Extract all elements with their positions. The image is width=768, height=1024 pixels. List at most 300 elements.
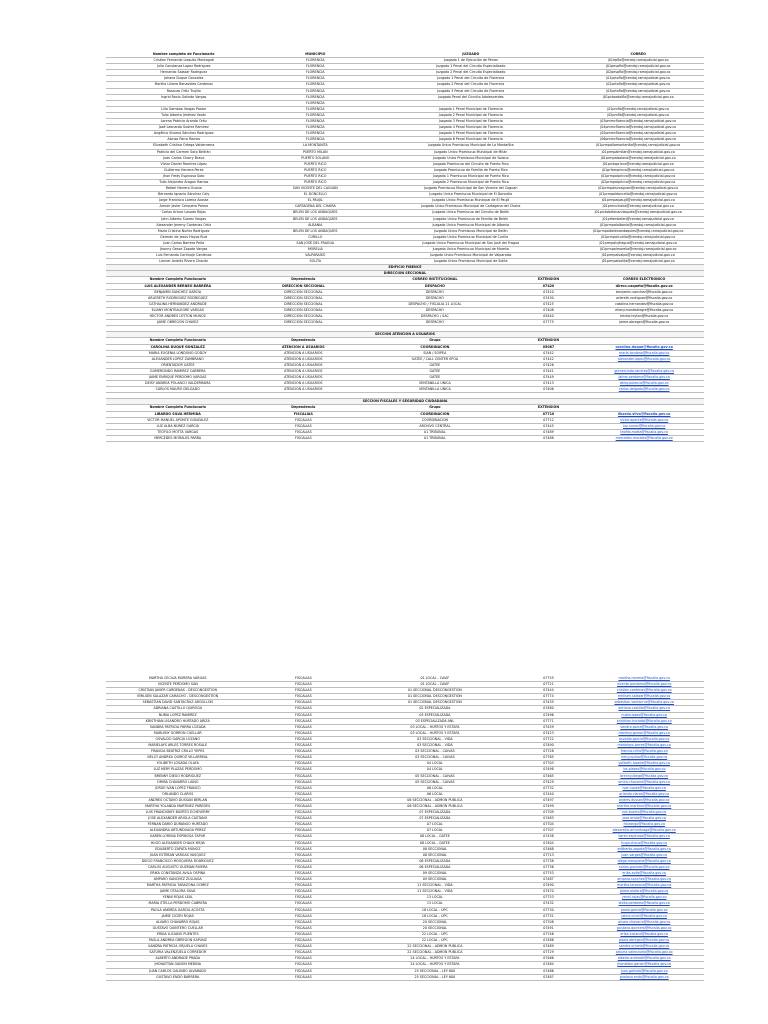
table-cell: CAROLINA DUQUE GONZALEZ — [106, 344, 250, 350]
email-link[interactable]: j01prfampricco@cendoj.ramajudicial.gov.co — [572, 167, 704, 173]
email-link[interactable]: gumercindo.ramirez@fiscalia.gov.co — [584, 368, 704, 374]
table-cell: FERNAN DARIO DURANGO HURTADO — [106, 822, 250, 828]
table-cell: SATURIA VALENZUELA CORREDOR — [106, 950, 250, 956]
email-link[interactable]: alvaro.chavarro@fiscalia.gov.co — [584, 919, 704, 925]
table-cell: FISCALIAS — [250, 773, 358, 779]
email-link[interactable]: j01prctopricco@cendoj.ramajudicial.gov.co — [572, 161, 704, 167]
email-link[interactable]: brenny.diego@fiscalia.gov.co — [584, 773, 704, 779]
courts-table — [106, 52, 704, 265]
table-cell: DESPACHO — [357, 320, 512, 326]
table-cell: 05 SECCIONAL - CAIVAS — [357, 779, 512, 785]
email-link[interactable]: j01prmcchaira@cendoj.ramajudicial.gov.co — [572, 204, 704, 210]
email-link[interactable]: jaime.obregon@fiscalia.gov.co — [584, 320, 704, 326]
table-cell: Juzgado Penal del Circuito Adolescentes — [369, 94, 572, 100]
table-cell: 07408 — [513, 307, 585, 313]
table-cell: FISCALIAS — [250, 700, 358, 706]
email-link[interactable]: direcc.caqueta@fiscalia.gov.co — [584, 283, 704, 289]
table-cell: 20 SECCIONAL — [357, 925, 512, 931]
table-cell: 07775 — [513, 320, 585, 326]
table-cell: OSVALDO GARCIA LOZANO — [106, 736, 250, 742]
table-cell: Juzgado 4 Penal Municipal de Florencia — [369, 125, 572, 131]
table-cell: FLORENCIA — [261, 70, 369, 76]
email-link[interactable]: j01prctobelenandaquies@cendoj.ramajudicial.gov.co — [572, 210, 704, 216]
email-link[interactable]: francia.crillo@fiscalia.gov.co — [584, 749, 704, 755]
email-link[interactable]: j01prmpalsvcaguan@cendoj.ramajudicial.gov.co — [572, 186, 704, 192]
table-cell: 01 SECCIONAL DESCONGESTION — [357, 700, 512, 706]
email-link[interactable]: hector.leyton@fiscalia.gov.co — [584, 314, 704, 320]
table-cell: 07704 — [513, 822, 585, 828]
email-link[interactable]: stella.perdomo@fiscalia.gov.co — [584, 901, 704, 907]
table-cell: ALEXANDRA ARTUNDUAGA PEREZ — [106, 828, 250, 834]
email-link[interactable]: j02pespflo@cendoj.ramajudicial.gov.co — [572, 70, 704, 76]
email-link[interactable]: j01prmpalsjfragua@cendoj.ramajudicial.gov.co — [572, 240, 704, 246]
table-cell: LUIS ALEXANDER BERNEO BARRERA — [106, 283, 250, 289]
email-link[interactable]: edilberto.zapata@fiscalia.gov.co — [584, 846, 704, 852]
email-link[interactable]: j01pctoflo@cendoj.ramajudicial.gov.co — [572, 76, 704, 82]
email-link[interactable]: nubia.lopez@fiscalia.gov.co — [584, 712, 704, 718]
atencion-banner: SECCION ATENCION A USUARIOS — [106, 332, 704, 338]
email-link[interactable]: catalina.hernandez@fiscalia.gov.co — [584, 301, 704, 307]
email-link[interactable]: j06pmmcfloencia@cendoj.ramajudicial.gov.co — [572, 137, 704, 143]
email-link[interactable]: j01prmpalcurillo@cendoj.ramajudicial.gov.co — [572, 234, 704, 240]
table-cell: 03 ESPECIALIZADA — [357, 712, 512, 718]
table-cell: FISCALIAS — [250, 956, 358, 962]
table-cell: Juzgado Único Promiscuo del Circuito de Belén — [369, 210, 572, 216]
column-header: CORREO INSTITUCIONAL — [357, 277, 512, 283]
table-cell: FISCALIAS — [250, 840, 358, 846]
email-link[interactable]: jaime.perdomo@fiscalia.gov.co — [584, 374, 704, 380]
table-cell: FISCALIAS — [250, 411, 358, 417]
email-link[interactable]: alberto.andrade@fiscalia.gov.co — [584, 956, 704, 962]
table-cell: 07753 — [513, 895, 585, 901]
table-cell: 07470 — [513, 889, 585, 895]
email-link[interactable]: martha.tarazona@fiscalia.gov.co — [584, 883, 704, 889]
email-link[interactable]: sandra.parra@fiscalia.gov.co — [584, 724, 704, 730]
column-header: Dependencia — [250, 338, 358, 344]
table-cell: DESPACHO — [357, 289, 512, 295]
table-cell: MARTHA YOLANDA MARTINEZ PAREDES — [106, 803, 250, 809]
email-link[interactable]: j03pmmcfloencia@cendoj.ramajudicial.gov.co — [572, 119, 704, 125]
table-cell: 07 LOCAL — [357, 828, 512, 834]
email-link[interactable]: omira.chavarro@fiscalia.gov.co — [584, 779, 704, 785]
email-link[interactable]: libardo.silva@fiscalia.gov.co — [584, 411, 704, 417]
table-cell: 07731 — [513, 913, 585, 919]
table-cell: ATENCION A USUARIOS — [250, 381, 358, 387]
table-cell: FISCALIAS — [250, 846, 358, 852]
email-link[interactable]: paola.garcia@fiscalia.gov.co — [584, 907, 704, 913]
table-cell: LUZ MERY PLAZAS PERDOMO — [106, 767, 250, 773]
email-link[interactable]: teofilo.motta@fiscalia.gov.co — [584, 429, 704, 435]
email-link[interactable]: karen.espinosa@fiscalia.gov.co — [584, 834, 704, 840]
table-cell: 08 LOCAL - GATEE — [357, 840, 512, 846]
table-cell: FISCALIAS — [250, 901, 358, 907]
email-link[interactable]: erika.luciano@fiscalia.gov.co — [584, 931, 704, 937]
email-link[interactable]: j01prmpaldoncello@cendoj.ramajudicial.gov.co — [572, 192, 704, 198]
table-cell: FISCALIAS — [250, 877, 358, 883]
table-cell: JORGE IVAN LOPEZ FRANCO — [106, 785, 250, 791]
column-header: Nombre Completo Funcionario — [106, 405, 250, 411]
table-cell: 03 SECCIONAL - CAIVAS — [357, 749, 512, 755]
table-cell: EL DONCELLO — [261, 192, 369, 198]
email-link[interactable]: deisy.polanco@fiscalia.gov.co — [584, 381, 704, 387]
email-link[interactable]: diego.mosquera@fiscalia.gov.co — [584, 858, 704, 864]
table-cell: María Cristina Nuñez Rodriguez — [106, 228, 261, 234]
email-link[interactable]: luz.nunez@fiscalia.gov.co — [584, 423, 704, 429]
table-cell: FLORENCIA — [261, 100, 369, 106]
table-cell: 24 LOCAL - HURTOS Y ESTAFA — [357, 956, 512, 962]
table-cell: 01 TRIBUNAL — [357, 435, 512, 441]
email-link[interactable]: sebastian.santacruz@fiscalia.gov.co — [584, 700, 704, 706]
table-cell: MARIA STELLA PERDOMO CABRERA — [106, 901, 250, 907]
email-link[interactable]: martha.martinez@fiscalia.gov.co — [584, 803, 704, 809]
table-cell: Tulio Alberto Jiménez Varón — [106, 112, 261, 118]
table-cell: SAN JOSÉ DEL FRAGUA — [261, 240, 369, 246]
table-cell: FISCALIAS — [250, 423, 358, 429]
email-link[interactable]: gustavo.quintero@fiscalia.gov.co — [584, 925, 704, 931]
table-cell: MARIELAYS ARLES TORRES ROSALE — [106, 743, 250, 749]
table-cell: 03 LOCAL - HURTOS Y ESTAFA — [357, 730, 512, 736]
email-link[interactable]: maria.londono@fiscalia.gov.co — [584, 350, 704, 356]
email-link[interactable]: emilsen.salazar@fiscalia.gov.co — [584, 694, 704, 700]
table-cell: GATEE — [357, 374, 512, 380]
table-cell: JHONATTAN GAÑON MEDINA — [106, 962, 250, 968]
table-cell: PUERTO RICO — [261, 179, 369, 185]
email-link[interactable]: eliany.montealegre@fiscalia.gov.co — [584, 307, 704, 313]
table-cell: FISCALIAS — [250, 803, 358, 809]
table-cell: FISCALIAS — [250, 852, 358, 858]
table-cell: Juzgado 2 Promiscuo Municipal de Puerto Rico — [369, 179, 572, 185]
table-cell: Juzgado Único Promiscuo Municipal de El Paujil — [369, 198, 572, 204]
table-cell: FLORENCIA — [261, 106, 369, 112]
table-cell: ALVARO CHAVARRO ROJAS — [106, 919, 250, 925]
table-cell: VICTOR MANUEL APONTE GONZALEZ — [106, 417, 250, 423]
email-link[interactable]: juan.vargas@fiscalia.gov.co — [584, 852, 704, 858]
table-cell: CARTAGENA DEL CHAIRA — [261, 204, 369, 210]
table-cell: Juzgado 1 Penal Municipal de Florencia — [369, 106, 572, 112]
email-link[interactable]: alexandra.artunduaga@fiscalia.gov.co — [584, 828, 704, 834]
table-cell: GATEE — [357, 362, 512, 368]
table-cell: Juzgado Promiscuo de Familia de Puerto Rico — [369, 167, 572, 173]
table-cell: PAOLA ANDREA OBREGON SAPUNZ — [106, 938, 250, 944]
table-cell: 07459 — [513, 724, 585, 730]
table-cell: Martha Liliana Benavides Cardenas — [106, 82, 261, 88]
email-link[interactable]: j01prmpalsolano@cendoj.ramajudicial.gov.co — [572, 155, 704, 161]
table-cell: FISCALIAS — [250, 913, 358, 919]
table-cell: 08 ESPECIALIZADA — [357, 864, 512, 870]
table-cell: 07442 — [513, 350, 585, 356]
email-link[interactable]: yenni.rojas@fiscalia.gov.co — [584, 895, 704, 901]
column-header: Grupo — [357, 405, 512, 411]
email-link[interactable]: j01prmpalmilan@cendoj.ramajudicial.gov.co — [572, 149, 704, 155]
table-cell: 07435 — [513, 700, 585, 706]
table-cell: Juzgado 2 Penal del Circuito de Florencia — [369, 82, 572, 88]
table-cell: 24 LOCAL - HURTOS Y ESTAFA — [357, 962, 512, 968]
email-link[interactable]: j02pctoflo@cendoj.ramajudicial.gov.co — [572, 82, 704, 88]
email-link[interactable]: j01prmpalvalpo@cendoj.ramajudicial.gov.co — [572, 253, 704, 259]
email-link[interactable]: jaime.otalora@fiscalia.gov.co — [584, 889, 704, 895]
table-cell: Juan Carlos Barrera Peña — [106, 240, 261, 246]
column-header: MUNICIPIO — [261, 52, 369, 58]
table-cell: ARCHIVO CENTRAL — [357, 423, 512, 429]
table-cell: Juzgado Único Promiscuo Municipal de Valparaíso — [369, 253, 572, 259]
email-link[interactable]: j01epflo@cendoj.ramajudicial.gov.co — [572, 58, 704, 64]
email-link[interactable]: amparo.sanchez@fiscalia.gov.co — [584, 877, 704, 883]
table-cell: ADRIANA CASTILLO QUIROGA — [106, 706, 250, 712]
email-link[interactable]: j01pctoadolflo@cendoj.ramajudicial.gov.co — [572, 94, 704, 100]
table-cell: 07710 — [513, 411, 585, 417]
table-cell: FISCALIAS — [250, 864, 358, 870]
table-cell: FLORENCIA — [261, 58, 369, 64]
table-cell: VALPARAÍSO — [261, 253, 369, 259]
table-cell: KRISTHIAN LISANDRO HURTADO ARIZA — [106, 718, 250, 724]
table-cell: DIRECCION SECCIONAL — [250, 307, 358, 313]
email-link[interactable]: carolina.duque@fiscalia.gov.co — [584, 344, 704, 350]
column-header: Dependencia — [250, 277, 358, 283]
email-link[interactable]: osvaldo.garcia@fiscalia.gov.co — [584, 736, 704, 742]
email-link[interactable]: gustavo.endo@fiscalia.gov.co — [584, 974, 704, 980]
table-cell: Juzgado Promiscuo Municipal de San Vicente del Caguan — [369, 186, 572, 192]
table-cell: Germán de Jesús Hoyos Ruiz — [106, 234, 261, 240]
table-cell: 07712 — [513, 417, 585, 423]
table-cell: FISCALIAS — [250, 907, 358, 913]
table-cell: JAIME OBREGON CHAVEZ — [106, 320, 250, 326]
email-link[interactable]: marleny.gorron@fiscalia.gov.co — [584, 730, 704, 736]
table-cell: HECTOR ANDRES LEYTON MUÑOZ — [106, 314, 250, 320]
email-link[interactable]: sandra.orjuela@fiscalia.gov.co — [584, 944, 704, 950]
table-cell: Jorge Francisco Lorena Acosta — [106, 198, 261, 204]
table-cell: PUERTO RICO — [261, 161, 369, 167]
email-link[interactable]: arlereth.rodriguez@fiscalia.gov.co — [584, 295, 704, 301]
table-cell: ATENCION A USUARIOS — [250, 387, 358, 393]
table-cell: FISCALIAS — [250, 950, 358, 956]
email-link[interactable]: j01prmpalalbania@cendoj.ramajudicial.gov.co — [572, 222, 704, 228]
table-cell: Tulio Alejandro Aragon Ramos — [106, 179, 261, 185]
table-cell: JUAN ESTEBAN VARGAS VASQUEZ — [106, 852, 250, 858]
table-cell: FISCALIAS — [250, 676, 358, 682]
email-link[interactable]: j02prmpalpricco@cendoj.ramajudicial.gov.co — [572, 179, 704, 185]
table-cell: 07488 — [513, 435, 585, 441]
table-cell: 08 ESPECIALIZADA — [357, 858, 512, 864]
table-cell: 18 LOCAL - UPC — [357, 907, 512, 913]
email-link[interactable]: jhonattan.ganon@fiscalia.gov.co — [584, 962, 704, 968]
table-cell: 07708 — [513, 919, 585, 925]
table-cell: SANDRA PATRICIA PARRA LOZADA — [106, 724, 250, 730]
email-link[interactable]: j01prmpalpricco@cendoj.ramajudicial.gov.co — [572, 173, 704, 179]
direction-banner: DIRECCION SECCIONAL — [106, 271, 704, 277]
table-cell: FISCALIAS — [250, 944, 358, 950]
email-link[interactable]: fdurango@fiscalia.gov.co — [584, 822, 704, 828]
table-cell: AMPARO SANCHEZ ZULUAGA — [106, 877, 250, 883]
email-link[interactable]: j04pmmcfloencia@cendoj.ramajudicial.gov.co — [572, 125, 704, 131]
table-cell: 05 SECCIONAL - CAIVAS — [357, 773, 512, 779]
column-header: JUZGADO — [369, 52, 572, 58]
table-cell: PUERTO MILÁN — [261, 149, 369, 155]
email-link[interactable]: marielays.torres@fiscalia.gov.co — [584, 743, 704, 749]
table-cell: Angélica Viviana Sánchez Rodriguez — [106, 131, 261, 137]
email-link[interactable]: ivan.lopez@fiscalia.gov.co — [584, 785, 704, 791]
email-link[interactable]: yolibeth.losada@fiscalia.gov.co — [584, 761, 704, 767]
table-cell: FISCALIAS — [250, 417, 358, 423]
table-cell: Juzgado 1 de Ejecución de Penas — [369, 58, 572, 64]
table-cell: 07468 — [513, 846, 585, 852]
table-cell: CURILLO — [261, 234, 369, 240]
table-cell: DIRECCION SECCIONAL — [250, 314, 358, 320]
email-link[interactable]: j01prmpalpaujil@cendoj.ramajudicial.gov.co — [572, 198, 704, 204]
table-cell: Juzgado Único Promiscuo Municipal de Curillo — [369, 234, 572, 240]
table-cell: Juzgado Promiscuo del Circuito de Puerto Rico — [369, 161, 572, 167]
email-link[interactable]: andres.dussan@fiscalia.gov.co — [584, 797, 704, 803]
email-link[interactable]: j05pmmcfloencia@cendoj.ramajudicial.gov.co — [572, 131, 704, 137]
table-cell: 07738 — [513, 858, 585, 864]
table-cell: 07490 — [513, 883, 585, 889]
table-cell: HUGO ALEXANDER CHAUX MEJIA — [106, 840, 250, 846]
email-link[interactable]: j01prmpalmorelia@cendoj.ramajudicial.gov.co — [572, 247, 704, 253]
table-cell: 07445 — [513, 423, 585, 429]
table-cell: Juzgado 5 Penal Municipal de Florencia — [369, 131, 572, 137]
email-link[interactable]: vicente.perdomo@fiscalia.gov.co — [584, 682, 704, 688]
email-link[interactable]: alexander.lopez@fiscalia.gov.co — [584, 356, 704, 362]
email-link[interactable]: j01prfambelen@cendoj.ramajudicial.gov.co — [572, 216, 704, 222]
table-cell: LUZ ALBA NUÑEZ GARCIA — [106, 423, 250, 429]
table-cell: FLORENCIA — [261, 131, 369, 137]
table-cell: 07771 — [513, 718, 585, 724]
table-cell: Lilia Gamboa Vargas Pastor — [106, 106, 261, 112]
table-cell: 06 LOCAL — [357, 791, 512, 797]
table-cell: Johana Duque Gonzalez — [106, 76, 261, 82]
table-cell: 07729 — [513, 950, 585, 956]
table-cell: ATENCION A USUARIOS — [250, 374, 358, 380]
table-cell: JUAN CARLOS GALINDO ALVARADO — [106, 968, 250, 974]
email-link[interactable]: luz.plazas@fiscalia.gov.co — [584, 767, 704, 773]
table-cell: Juzgado 1 Penal del Circuito Especializado — [369, 64, 572, 70]
email-link[interactable]: adriana.castillo@fiscalia.gov.co — [584, 706, 704, 712]
table-cell: Alonso Parra Ramos — [106, 137, 261, 143]
email-link[interactable]: j01pmflo@cendoj.ramajudicial.gov.co — [572, 106, 704, 112]
table-cell: 03 SECCIONAL - VIDA — [357, 736, 512, 742]
table-cell: PUERTO SOLANO — [261, 155, 369, 161]
table-cell: 07489 — [513, 944, 585, 950]
email-link[interactable]: jose.ariola@fiscalia.gov.co — [584, 816, 704, 822]
email-link[interactable]: mercedes.morales@fiscalia.gov.co — [584, 435, 704, 441]
table-cell: 04 LOCAL — [357, 767, 512, 773]
email-link[interactable]: hugo.chaux@fiscalia.gov.co — [584, 840, 704, 846]
table-cell: LA MONTAÑITA — [261, 143, 369, 149]
email-link[interactable]: carlos.delgado@fiscalia.gov.co — [584, 387, 704, 393]
table-cell: 22 LOCAL - UPC — [357, 938, 512, 944]
table-cell: Juzgado 6 Penal Municipal de Florencia — [369, 137, 572, 143]
table-cell: 07713 — [513, 852, 585, 858]
table-cell: DESPACHO / FISCALIA 21 LOCAL — [357, 301, 512, 307]
table-cell: 13 LOCAL — [357, 895, 512, 901]
table-cell: FISCALIAS — [250, 724, 358, 730]
table-cell: BENJAMIN SANCHEZ GARCIA — [106, 289, 250, 295]
table-row — [106, 974, 704, 980]
table-cell: 07746 — [513, 931, 585, 937]
table-cell: DIRECCION SECCIONAL — [250, 289, 358, 295]
table-cell: MARTHA CECILIA MORERA VARGAS — [106, 676, 250, 682]
table-cell: 07429 — [513, 779, 585, 785]
table-cell: 07425 — [513, 301, 585, 307]
table-cell: FISCALIAS — [250, 828, 358, 834]
email-link[interactable]: j01prmpalsolita@cendoj.ramajudicial.gov.co — [572, 259, 704, 265]
table-cell: 07497 — [513, 797, 585, 803]
email-link[interactable]: juan.galindo@fiscalia.gov.co — [584, 968, 704, 974]
table-cell: 25 SECCIONAL - LEY 600 — [357, 968, 512, 974]
email-link[interactable]: j02pmflo@cendoj.ramajudicial.gov.co — [572, 112, 704, 118]
table-cell: 07430 — [513, 295, 585, 301]
email-link[interactable]: j01prmpalbelenandaquies@cendoj.ramajudicial.gov.co — [572, 228, 704, 234]
table-cell: Juzgado Único Promiscuo Municipal de San José del Fragua — [369, 240, 572, 246]
table-cell: GUSTAVO ENDO BARRERA — [106, 974, 250, 980]
email-link[interactable]: saturia.valenzuela@fiscalia.gov.co — [584, 950, 704, 956]
column-header: Dependencia — [250, 405, 358, 411]
table-cell: 07438 — [513, 834, 585, 840]
table-cell: ARLERETH RODRIGUEZ RODRIGUEZ — [106, 295, 250, 301]
email-link[interactable]: j01prmpallamontanita@cendoj.ramajudicial.gov.co — [572, 143, 704, 149]
table-cell: 07721 — [513, 682, 585, 688]
email-link[interactable]: paola.obregon@fiscalia.gov.co — [584, 938, 704, 944]
table-cell: Elizabeth Cristina Ortega Valderrama — [106, 143, 261, 149]
table-cell: 07765 — [513, 755, 585, 761]
email-link[interactable]: benjamin.sanchez@fiscalia.gov.co — [584, 289, 704, 295]
email-link[interactable]: erika.avila@fiscalia.gov.co — [584, 871, 704, 877]
table-cell: FISCALIAS — [250, 755, 358, 761]
table-cell: MARLENY GORRON CUELLAR — [106, 730, 250, 736]
table-cell: Juzgado Único Promiscuo Municipal de El Doncello — [369, 192, 572, 198]
table-cell: FISCALIAS — [250, 810, 358, 816]
email-link[interactable]: kristhian.hurtado@fiscalia.gov.co — [584, 718, 704, 724]
table-cell: NUBIA LOPEZ RAMIREZ — [106, 712, 250, 718]
email-link[interactable]: orlando.claros@fiscalia.gov.co — [584, 791, 704, 797]
table-cell: ATENCION A USUARIOS — [250, 356, 358, 362]
table-cell: 07413 — [513, 381, 585, 387]
table-cell: 07498 — [513, 767, 585, 773]
email-link[interactable]: nelcy.quiroz@fiscalia.gov.co — [584, 755, 704, 761]
table-cell: COORDINACION — [357, 344, 512, 350]
table-cell: 07709 — [513, 810, 585, 816]
table-cell: FISCALIAS — [250, 749, 358, 755]
email-link[interactable]: cristian.cardenas@fiscalia.gov.co — [584, 688, 704, 694]
table-cell: Juzgado 3 Penal del Circuito de Florencia — [369, 88, 572, 94]
table-cell: NELCY ANDREA QUIROZ VILLARREAL — [106, 755, 250, 761]
email-link[interactable]: jaime.ciceri@fiscalia.gov.co — [584, 913, 704, 919]
table-cell: SAN VICENTE DEL CAGUÁN — [261, 186, 369, 192]
email-link[interactable]: j01pespflo@cendoj.ramajudicial.gov.co — [572, 64, 704, 70]
table-cell: FISCALIAS — [250, 761, 358, 767]
table-cell: DESPACHO — [357, 307, 512, 313]
email-link[interactable]: j03pctoflo@cendoj.ramajudicial.gov.co — [572, 88, 704, 94]
table-cell: JAIME OTALORA SILVA — [106, 889, 250, 895]
table-cell: ERIKA LUCIANO PUENTES — [106, 931, 250, 937]
table-cell: 07774 — [513, 694, 585, 700]
table-cell: FISCALIAS — [250, 919, 358, 925]
table-cell: 07 LOCAL — [357, 822, 512, 828]
email-link[interactable]: luis.buerto@fiscalia.gov.co — [584, 810, 704, 816]
table-cell: 07496 — [513, 712, 585, 718]
email-link[interactable]: martha.morera@fiscalia.gov.co — [584, 676, 704, 682]
table-cell: Juzgado Único Promiscuo Municipal de Solano — [369, 155, 572, 161]
table-cell: Víctor Daniel Ramírez López — [106, 161, 261, 167]
table-cell: FISCALIAS — [250, 797, 358, 803]
table-cell: GATEE / CALL CENTER SPOA — [357, 356, 512, 362]
table-cell: 07703 — [513, 761, 585, 767]
email-link[interactable]: victor.aponte@fiscalia.gov.co — [584, 417, 704, 423]
email-link[interactable]: carlos.guzman@fiscalia.gov.co — [584, 864, 704, 870]
table-cell: ATENCION A USUARIOS — [250, 362, 358, 368]
table-cell: 04 LOCAL — [357, 761, 512, 767]
table-cell: Juzgado Único Promiscuo Municipal de Milán — [369, 149, 572, 155]
table-cell: 20 SECCIONAL — [357, 919, 512, 925]
